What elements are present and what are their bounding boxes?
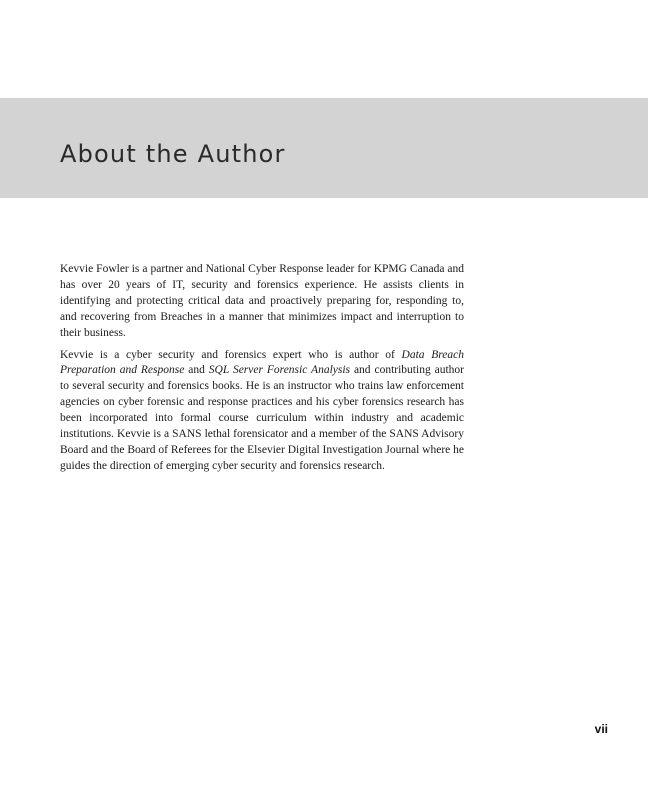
book-title-data-breach: Data Breach Preparation and Response: [60, 348, 464, 377]
bio-paragraph-2-text-2: and: [184, 364, 209, 377]
bio-paragraph-2: [60, 348, 464, 475]
author-bio: [60, 262, 464, 481]
chapter-title: About the Author: [60, 140, 286, 168]
bio-paragraph-1: Kevvie Fowler is a partner and National Cyber Response leader for KPMG Canada and has over 20 years of IT, security and forensics experience. He assists clients in identifying and protecting critical data and proactively preparing for, responding to, and recovering from Breaches in a manner that minimizes impact and interruption to their business.: [60, 263, 464, 339]
book-title-sql-server: SQL Server Forensic Analysis: [208, 364, 351, 377]
bio-paragraph-2-text-1: Kevvie is a cyber security and forensics expert who is author of: [60, 348, 402, 361]
page-number: vii: [594, 722, 608, 736]
bio-paragraph-2-text-3: and contributing author to several security and forensics books. He is an instructor who trains law enforcement agencies on cyber forensic and response practices and his cyber forensics research has been incorporated into formal course curriculum within industry and academic institutions. Kevvie is a SANS lethal forensicator and a member of the SANS Advisory Board and the Board of Referees for the Elsevier Digital Investigation Journal where he guides the direction of emerging cyber security and forensics research.: [60, 364, 464, 472]
